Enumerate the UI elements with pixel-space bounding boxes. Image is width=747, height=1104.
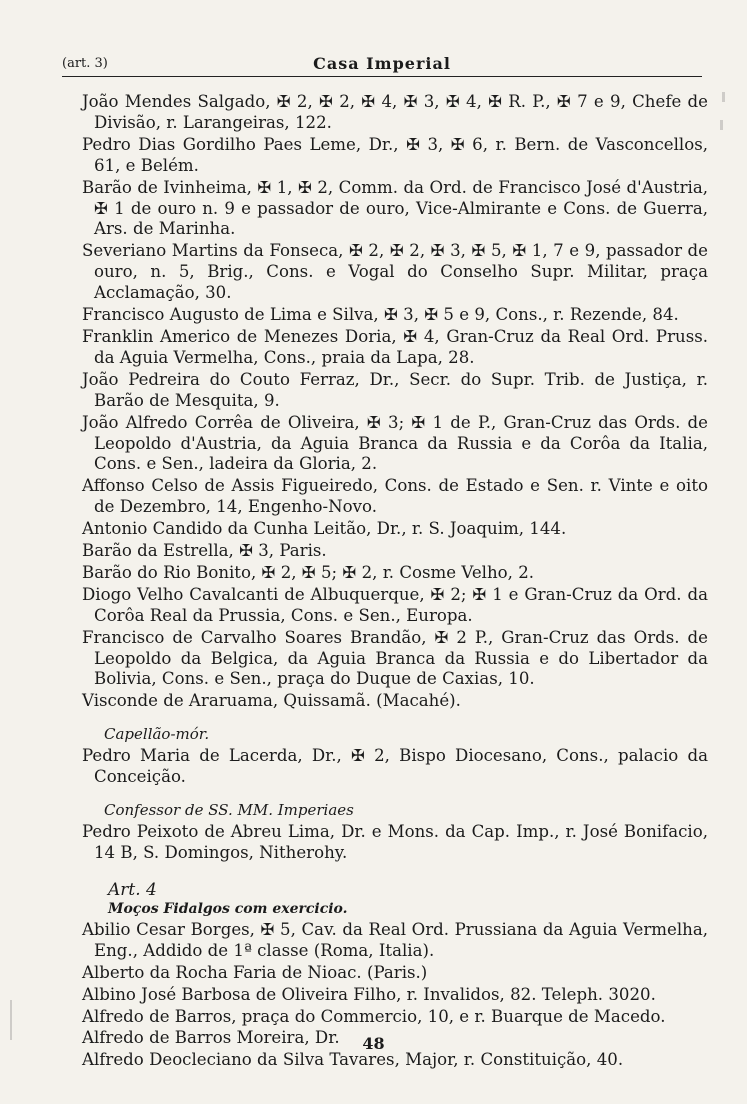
list-item: Severiano Martins da Fonseca, ✠ 2, ✠ 2, ✠ 3, ✠ 5, ✠ 1, 7 e 9, passador de ouro, n. 5, Brig., Cons. e Vogal do Conselho Supr. Militar, praça Acclamação, 30. (82, 241, 708, 303)
list-item: João Mendes Salgado, ✠ 2, ✠ 2, ✠ 4, ✠ 3, ✠ 4, ✠ R. P., ✠ 7 e 9, Chefe de Divisão, r. Larangeiras, 122. (82, 92, 708, 132)
list-item: Albino José Barbosa de Oliveira Filho, r. Invalidos, 82. Teleph. 3020. (82, 984, 656, 1004)
entries-list (40, 92, 708, 712)
list-item: Pedro Dias Gordilho Paes Leme, Dr., ✠ 3, ✠ 6, r. Bern. de Vasconcellos, 61, e Belém. (82, 134, 708, 175)
page-header (62, 54, 702, 77)
article-subheading: Moços Fidalgos com exercicio. (108, 900, 348, 917)
list-item: Affonso Celso de Assis Figueiredo, Cons. de Estado e Sen. r. Vinte e oito de Dezembro, 14, Engenho-Novo. (82, 476, 708, 517)
list-item: Alberto da Rocha Faria de Nioac. (Paris.) (82, 962, 428, 982)
margin-mark (720, 120, 723, 130)
margin-mark (10, 1000, 12, 1040)
list-item: Alfredo de Barros Moreira, Dr. (82, 1028, 340, 1048)
list-item: João Pedreira do Couto Ferraz, Dr., Secr. do Supr. Trib. de Justiça, r. Barão de Mesquita, 9. (82, 369, 708, 410)
section-heading-confessor: Confessor de SS. MM. Imperiaes (104, 801, 354, 820)
list-item: Franklin Americo de Menezes Doria, ✠ 4, Gran-Cruz da Real Ord. Pruss. da Aguia Vermelha, Cons., praia da Lapa, 28. (82, 326, 708, 367)
list-item: Alfredo Deocleciano da Silva Tavares, Major, r. Constituição, 40. (82, 1050, 624, 1070)
running-title: Casa Imperial (313, 54, 451, 73)
list-item: Alfredo de Barros, praça do Commercio, 10, e r. Buarque de Macedo. (82, 1006, 666, 1026)
list-item: Diogo Velho Cavalcanti de Albuquerque, ✠ 2; ✠ 1 e Gran-Cruz da Ord. da Corôa Real da Prussia, Cons. e Sen., Europa. (82, 584, 708, 625)
page-body (40, 92, 708, 1072)
list-item: Barão de Ivinheima, ✠ 1, ✠ 2, Comm. da Ord. de Francisco José d'Austria, ✠ 1 de ouro n. 9 e passador de ouro, Vice-Almirante e Cons. de Guerra, Ars. de Marinha. (82, 177, 708, 239)
list-item: Abilio Cesar Borges, ✠ 5, Cav. da Real Ord. Prussiana da Aguia Vermelha, Eng., Addido de 1ª classe (Roma, Italia). (82, 919, 708, 960)
list-item: Francisco Augusto de Lima e Silva, ✠ 3, ✠ 5 e 9, Cons., r. Rezende, 84. (82, 305, 679, 325)
list-item: Pedro Peixoto de Abreu Lima, Dr. e Mons. da Cap. Imp., r. José Bonifacio, 14 B, S. Domingos, Nitherohy. (82, 822, 708, 862)
list-item: Visconde de Araruama, Quissamã. (Macahé). (82, 691, 461, 711)
margin-mark (722, 92, 725, 102)
list-item: Antonio Candido da Cunha Leitão, Dr., r. S. Joaquim, 144. (82, 519, 567, 539)
article-heading: Art. 4 (108, 879, 157, 900)
page-number: 48 (362, 1034, 385, 1053)
list-item: Barão da Estrella, ✠ 3, Paris. (82, 541, 327, 561)
article-reference: (art. 3) (62, 56, 108, 71)
section-heading-capellao: Capellão-mór. (104, 725, 210, 744)
list-item: João Alfredo Corrêa de Oliveira, ✠ 3; ✠ 1 de P., Gran-Cruz das Ords. de Leopoldo d'Austria, da Aguia Branca da Russia e da Corôa da Italia, Cons. e Sen., ladeira da Gloria, 2. (82, 412, 708, 474)
list-item: Barão do Rio Bonito, ✠ 2, ✠ 5; ✠ 2, r. Cosme Velho, 2. (82, 562, 535, 582)
list-item: Francisco de Carvalho Soares Brandão, ✠ 2 P., Gran-Cruz das Ords. de Leopoldo da Belgica, da Aguia Branca da Russia e do Libertador da Bolivia, Cons. e Sen., praça do Duque de Caxias, 10. (82, 627, 708, 689)
list-item: Pedro Maria de Lacerda, Dr., ✠ 2, Bispo Diocesano, Cons., palacio da Conceição. (82, 746, 708, 787)
